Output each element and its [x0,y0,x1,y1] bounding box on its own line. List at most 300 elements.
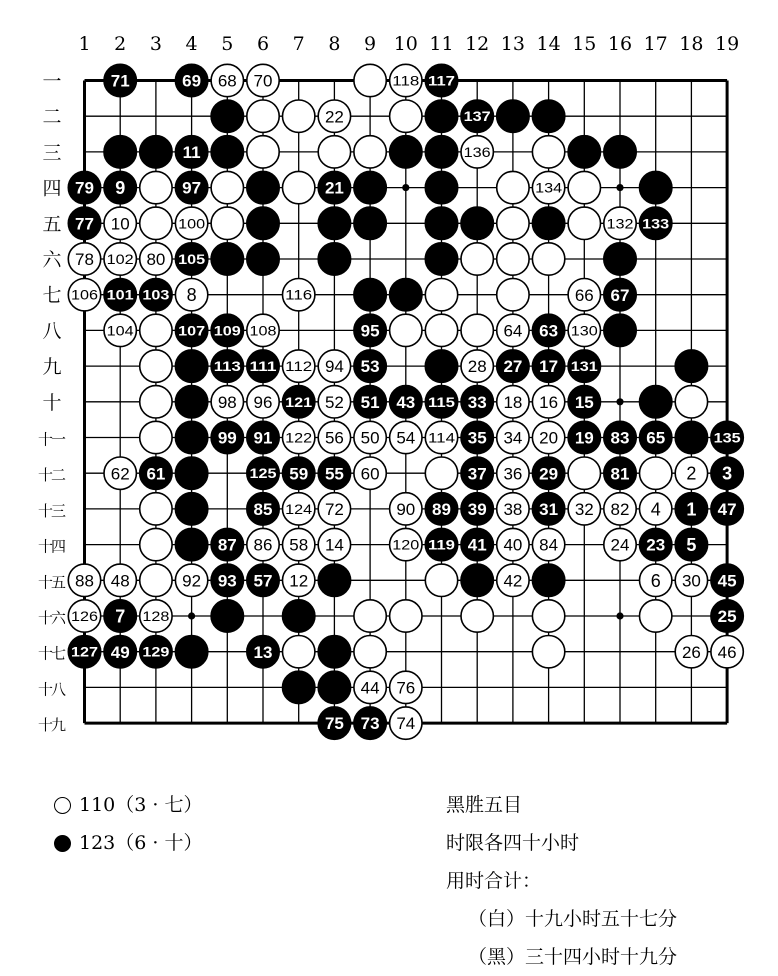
move-number: 19 [574,428,594,448]
stone-disc [461,314,493,346]
move-number: 45 [717,571,737,591]
move-number: 128 [142,608,170,625]
move-number: 100 [178,215,206,232]
move-number: 22 [324,107,344,127]
row-label: 四 [42,177,62,200]
black-stone [175,528,207,560]
stone-disc [140,528,172,560]
black-stone [247,564,279,596]
row-label: 十一 [38,430,66,449]
black-stone [283,671,315,703]
stone-disc [283,636,315,668]
white-stone [318,421,350,453]
move-number: 96 [253,392,273,412]
move-number: 97 [182,178,202,198]
stone-disc [140,207,172,239]
stone-disc [532,564,564,596]
white-stone [640,457,672,489]
white-stone [390,707,422,739]
time-used-title: 用时合计： [446,870,542,892]
column-label: 13 [500,33,525,55]
move-number: 103 [142,286,170,303]
stone-disc [140,171,172,203]
white-stone [175,279,207,311]
move-number: 68 [217,71,237,91]
move-number: 113 [213,358,242,375]
white-stone [425,564,457,596]
stone-disc [140,386,172,418]
column-label: 3 [149,33,162,55]
move-number: 34 [503,428,523,448]
move-number: 31 [539,500,559,520]
black-stone [318,171,350,203]
white-stone [461,314,493,346]
black-stone [175,314,207,346]
stone-disc [497,171,529,203]
black-stone [425,171,457,203]
column-label: 12 [465,33,490,55]
move-number: 133 [642,215,670,232]
move-number: 75 [324,714,344,734]
move-number: 79 [75,178,94,198]
stone-disc [425,314,457,346]
stone-disc [175,386,207,418]
black-stone [175,457,207,489]
white-stone [568,457,600,489]
black-stone [568,136,600,168]
move-number: 64 [503,321,523,341]
stone-disc [390,314,422,346]
black-stone [532,207,564,239]
white-stone [497,493,529,525]
black-stone [211,528,243,560]
move-number: 73 [360,714,380,734]
white-stone [532,600,564,632]
black-stone [461,100,493,132]
move-number: 25 [717,607,737,627]
white-stone [675,564,707,596]
move-number: 66 [574,285,594,305]
stone-disc [175,457,207,489]
white-stone [425,279,457,311]
move-number: 136 [463,143,491,160]
black-stone [283,600,315,632]
black-stone [532,564,564,596]
stone-disc [211,171,243,203]
white-stone [283,636,315,668]
white-stone [68,564,100,596]
black-stone [283,386,315,418]
black-stone [425,493,457,525]
black-stone [532,493,564,525]
black-stone [532,350,564,382]
stone-disc [532,100,564,132]
white-stone [247,100,279,132]
move-number: 50 [360,428,380,448]
stone-disc [354,171,386,203]
white-stone [497,386,529,418]
column-label: 6 [256,33,270,55]
move-number: 135 [713,429,741,446]
move-number: 35 [467,428,487,448]
stone-disc [640,386,672,418]
black-stone [354,279,386,311]
white-stone [354,421,386,453]
stone-disc [675,386,707,418]
black-stone [604,421,636,453]
move-number: 30 [681,571,701,591]
white-stone [140,243,172,275]
black-stone [175,243,207,275]
black-stone [425,386,457,418]
white-stone [461,136,493,168]
white-stone [354,457,386,489]
black-stone [354,386,386,418]
white-stone [283,171,315,203]
row-labels [38,71,67,735]
move-number: 111 [249,358,277,375]
stone-disc [425,350,457,382]
move-number: 101 [106,286,134,303]
stone-disc [247,136,279,168]
move-number: 4 [650,499,661,520]
move-number: 67 [610,285,630,305]
move-number: 118 [392,72,420,89]
black-stone [425,64,457,96]
star-point [402,184,409,191]
stone-disc [425,279,457,311]
stone-disc [640,600,672,632]
move-number: 126 [71,608,99,625]
move-number: 60 [360,464,380,484]
move-number: 59 [289,464,309,484]
move-number: 49 [110,642,130,662]
white-move-note [54,786,202,824]
move-number: 56 [324,428,344,448]
white-stone [283,564,315,596]
black-stone [604,457,636,489]
stone-disc [568,457,600,489]
row-label: 一 [42,70,62,93]
stone-disc [175,528,207,560]
move-number: 87 [217,535,237,555]
black-stone [318,564,350,596]
move-number: 42 [503,571,523,591]
white-stone [175,207,207,239]
white-stone [532,243,564,275]
move-number: 98 [217,392,237,412]
stone-disc [532,636,564,668]
stone-disc [461,207,493,239]
stone-disc [675,421,707,453]
black-stone [318,707,350,739]
move-number: 44 [360,678,380,698]
move-number: 58 [289,535,309,555]
move-number: 36 [503,464,523,484]
stone-disc [140,493,172,525]
row-label: 十 [42,391,62,414]
move-number: 8 [186,285,197,306]
row-label: 三 [42,141,62,164]
stone-disc [425,564,457,596]
stone-disc [461,600,493,632]
white-stone [140,528,172,560]
stone-disc [247,243,279,275]
white-stone [104,564,136,596]
black-stone [140,457,172,489]
black-stone [390,136,422,168]
move-number: 117 [428,72,456,89]
black-stone [461,564,493,596]
move-number: 14 [324,535,344,555]
column-label: 5 [221,33,234,55]
stone-disc [390,600,422,632]
move-number: 55 [324,464,344,484]
move-number: 5 [686,535,697,556]
move-number: 54 [396,428,416,448]
move-number: 107 [178,322,206,339]
move-number: 47 [717,500,737,520]
black-stone [425,100,457,132]
black-stone [640,207,672,239]
row-label: 六 [42,249,62,271]
move-number: 13 [253,642,273,662]
white-stone [283,279,315,311]
stone-disc [175,421,207,453]
stone-disc [461,564,493,596]
column-label: 18 [679,33,704,55]
stone-disc [354,279,386,311]
white-stone [247,528,279,560]
move-number: 78 [75,250,94,270]
stone-disc [461,243,493,275]
white-stone [675,386,707,418]
move-number: 85 [253,500,273,520]
move-number: 15 [574,392,594,412]
black-stone [425,350,457,382]
black-stone [211,136,243,168]
column-label: 14 [536,33,561,55]
stone-disc [318,636,350,668]
black-stone [175,64,207,96]
stone-disc [211,243,243,275]
game-result-notes [446,786,677,976]
white-stone [211,386,243,418]
stone-disc [604,314,636,346]
move-number: 69 [182,71,202,91]
stone-disc [354,600,386,632]
black-stone [568,350,600,382]
black-stone [104,171,136,203]
move-number: 109 [213,322,242,339]
white-stone [497,207,529,239]
black-stone [318,636,350,668]
black-stone-icon [54,835,71,852]
move-number: 17 [539,357,559,377]
white-stone [497,564,529,596]
move-number: 105 [178,251,206,268]
move-number: 33 [467,392,487,412]
column-label: 10 [393,33,418,55]
black-stone [140,636,172,668]
black-stone [318,243,350,275]
move-number: 77 [75,214,94,234]
white-stone [247,136,279,168]
black-stone [175,171,207,203]
move-number: 10 [110,214,130,234]
white-stone [461,600,493,632]
white-stone [211,207,243,239]
move-number: 121 [285,393,313,410]
stone-disc [425,136,457,168]
move-number: 40 [503,535,523,555]
white-stone [68,243,100,275]
stone-disc [532,243,564,275]
black-stone [140,279,172,311]
black-stone [461,528,493,560]
white-stone [247,314,279,346]
move-number: 80 [146,250,166,270]
move-number: 91 [253,428,273,448]
white-stone [140,171,172,203]
black-stone [711,493,743,525]
move-number: 28 [467,357,487,377]
black-stone [675,493,707,525]
black-stone [425,528,457,560]
black-stone [68,171,100,203]
move-number: 24 [610,535,630,555]
white-stone [140,350,172,382]
stone-disc [140,350,172,382]
stone-disc [354,64,386,96]
stone-disc [354,207,386,239]
white-stone [497,421,529,453]
column-label: 16 [607,33,633,55]
white-stone [497,457,529,489]
star-point [616,398,623,405]
move-number: 129 [142,643,170,660]
white-move-text: 110（3 · 七） [79,794,203,816]
row-label: 十五 [38,573,66,592]
black-stone [604,243,636,275]
black-move-note [54,824,202,862]
black-stone [568,386,600,418]
move-number: 63 [539,321,559,341]
white-stone [104,243,136,275]
move-number: 122 [285,429,313,446]
stone-disc [318,243,350,275]
white-stone [532,171,564,203]
black-stone [104,136,136,168]
black-stone [461,207,493,239]
white-stone [211,64,243,96]
column-label: 11 [429,33,454,55]
stone-disc [497,243,529,275]
move-number: 83 [610,428,630,448]
white-stone [568,207,600,239]
move-number: 29 [539,464,559,484]
black-stone [640,171,672,203]
move-number: 114 [428,429,456,446]
stone-disc [318,564,350,596]
black-stone [211,243,243,275]
move-number: 86 [253,535,273,555]
white-stone [354,671,386,703]
white-stone [140,600,172,632]
row-label: 十九 [38,716,66,735]
white-stone [140,386,172,418]
move-number: 61 [146,464,166,484]
stone-disc [390,136,422,168]
black-stone [68,636,100,668]
move-number: 2 [686,463,697,484]
stone-disc [497,279,529,311]
result-text: 黑胜五目 [446,794,523,816]
stone-disc [425,207,457,239]
black-stone [175,350,207,382]
white-stone [532,136,564,168]
stone-disc [640,171,672,203]
move-number: 11 [182,143,201,163]
black-stone [104,636,136,668]
column-label: 1 [78,33,91,55]
stone-disc [140,421,172,453]
move-number: 120 [392,536,420,553]
stone-disc [175,493,207,525]
stone-disc [211,600,243,632]
white-stone [175,564,207,596]
black-stone [532,314,564,346]
stone-disc [140,314,172,346]
white-stone [247,386,279,418]
black-stone [104,64,136,96]
black-stone [711,421,743,453]
column-label: 4 [185,33,198,55]
move-number: 102 [106,251,134,268]
white-stone [354,636,386,668]
move-number: 130 [570,322,599,339]
white-stone [104,457,136,489]
stone-disc [497,207,529,239]
black-stone [211,564,243,596]
column-label: 7 [292,33,305,55]
black-stone [711,564,743,596]
white-stone [318,136,350,168]
white-stone [675,636,707,668]
stone-disc [568,207,600,239]
white-stone-icon [54,797,71,814]
black-stone [390,386,422,418]
black-stone [640,421,672,453]
black-stone [175,493,207,525]
white-stone [425,457,457,489]
row-label: 十三 [38,501,66,520]
black-stone [354,207,386,239]
stone-disc [175,636,207,668]
black-stone [425,136,457,168]
black-stone [247,243,279,275]
move-number: 9 [115,178,126,199]
white-stone [532,636,564,668]
stone-disc [425,171,457,203]
white-stone [425,314,457,346]
black-stone [532,100,564,132]
white-stone [675,457,707,489]
stone-disc [532,600,564,632]
move-number: 62 [110,464,130,484]
stone-disc [318,671,350,703]
stone-disc [675,350,707,382]
